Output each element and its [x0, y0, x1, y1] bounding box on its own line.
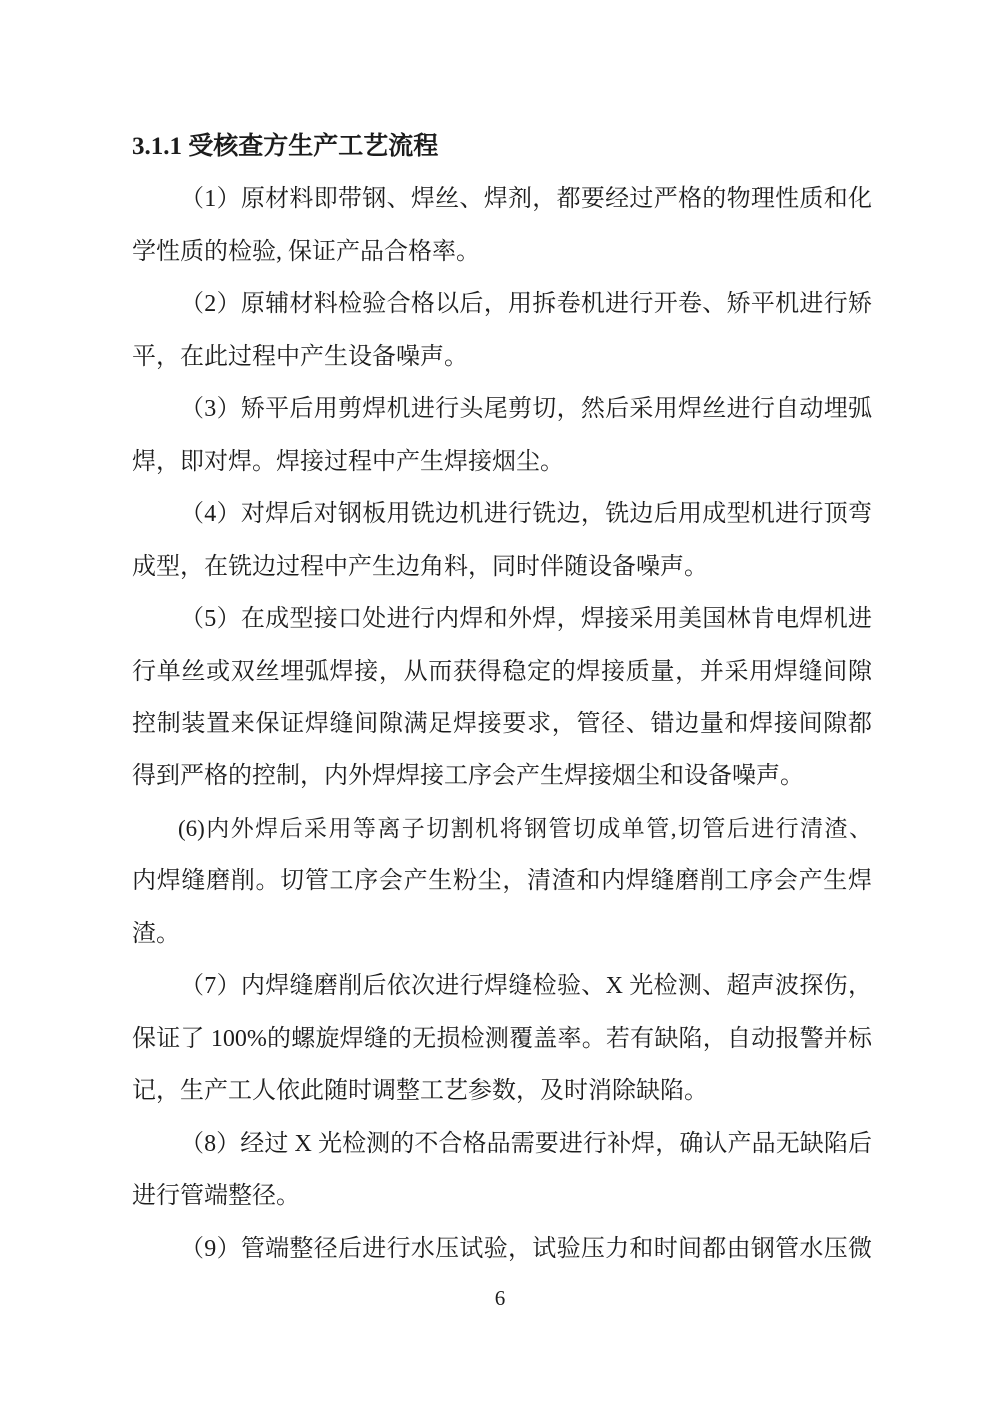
paragraph-2	[132, 278, 872, 383]
paragraph-line: 焊，即对焊。焊接过程中产生焊接烟尘。	[132, 448, 564, 475]
paragraph-8	[132, 1118, 872, 1223]
page-number: 6	[494, 1286, 506, 1310]
paragraph-1	[132, 173, 872, 278]
paragraph-line: （8）经过 X 光检测的不合格品需要进行补焊，确认产品无缺陷后	[180, 1130, 872, 1157]
paragraph-7	[132, 960, 872, 1117]
paragraph-line: 成型，在铣边过程中产生边角料，同时伴随设备噪声。	[132, 553, 708, 580]
paragraph-line: 行单丝或双丝埋弧焊接，从而获得稳定的焊接质量，并采用焊缝间隙	[132, 658, 872, 685]
paragraph-line: （3）矫平后用剪焊机进行头尾剪切，然后采用焊丝进行自动埋弧	[180, 396, 872, 423]
paragraph-6	[132, 803, 872, 960]
paragraph-line: 控制装置来保证焊缝间隙满足焊接要求，管径、错边量和焊接间隙都	[132, 710, 872, 737]
document-page	[132, 121, 872, 1275]
paragraph-line: 进行管端整径。	[132, 1183, 300, 1210]
paragraph-line: （7）内焊缝磨削后依次进行焊缝检验、X 光检测、超声波探伤，	[180, 973, 872, 1000]
paragraph-line: 记，生产工人依此随时调整工艺参数，及时消除缺陷。	[132, 1078, 708, 1105]
paragraph-line: 渣。	[132, 920, 180, 947]
paragraph-line: （4）对焊后对钢板用铣边机进行铣边，铣边后用成型机进行顶弯	[180, 501, 872, 528]
paragraph-3	[132, 383, 872, 488]
paragraph-5	[132, 593, 872, 803]
paragraph-line: 得到严格的控制，内外焊焊接工序会产生焊接烟尘和设备噪声。	[132, 763, 804, 790]
paragraph-line: (6)内外焊后采用等离子切割机将钢管切成单管,切管后进行清渣、	[178, 815, 872, 841]
paragraph-line: （1）原材料即带钢、焊丝、焊剂，都要经过严格的物理性质和化	[180, 186, 872, 213]
section-heading: 3.1.1 受核查方生产工艺流程	[132, 133, 439, 160]
paragraph-line: （5）在成型接口处进行内焊和外焊，焊接采用美国林肯电焊机进	[180, 606, 872, 633]
paragraph-line: （9）管端整径后进行水压试验，试验压力和时间都由钢管水压微	[180, 1235, 872, 1262]
paragraph-line: 学性质的检验, 保证产品合格率。	[132, 238, 480, 265]
paragraph-line: （2）原辅材料检验合格以后，用拆卷机进行开卷、矫平机进行矫	[180, 291, 872, 318]
paragraph-line: 平，在此过程中产生设备噪声。	[132, 343, 468, 370]
paragraph-9	[132, 1223, 872, 1275]
paragraph-4	[132, 488, 872, 593]
paragraph-line: 保证了 100%的螺旋焊缝的无损检测覆盖率。若有缺陷，自动报警并标	[132, 1025, 872, 1052]
paragraph-line: 内焊缝磨削。切管工序会产生粉尘，清渣和内焊缝磨削工序会产生焊	[132, 868, 872, 895]
